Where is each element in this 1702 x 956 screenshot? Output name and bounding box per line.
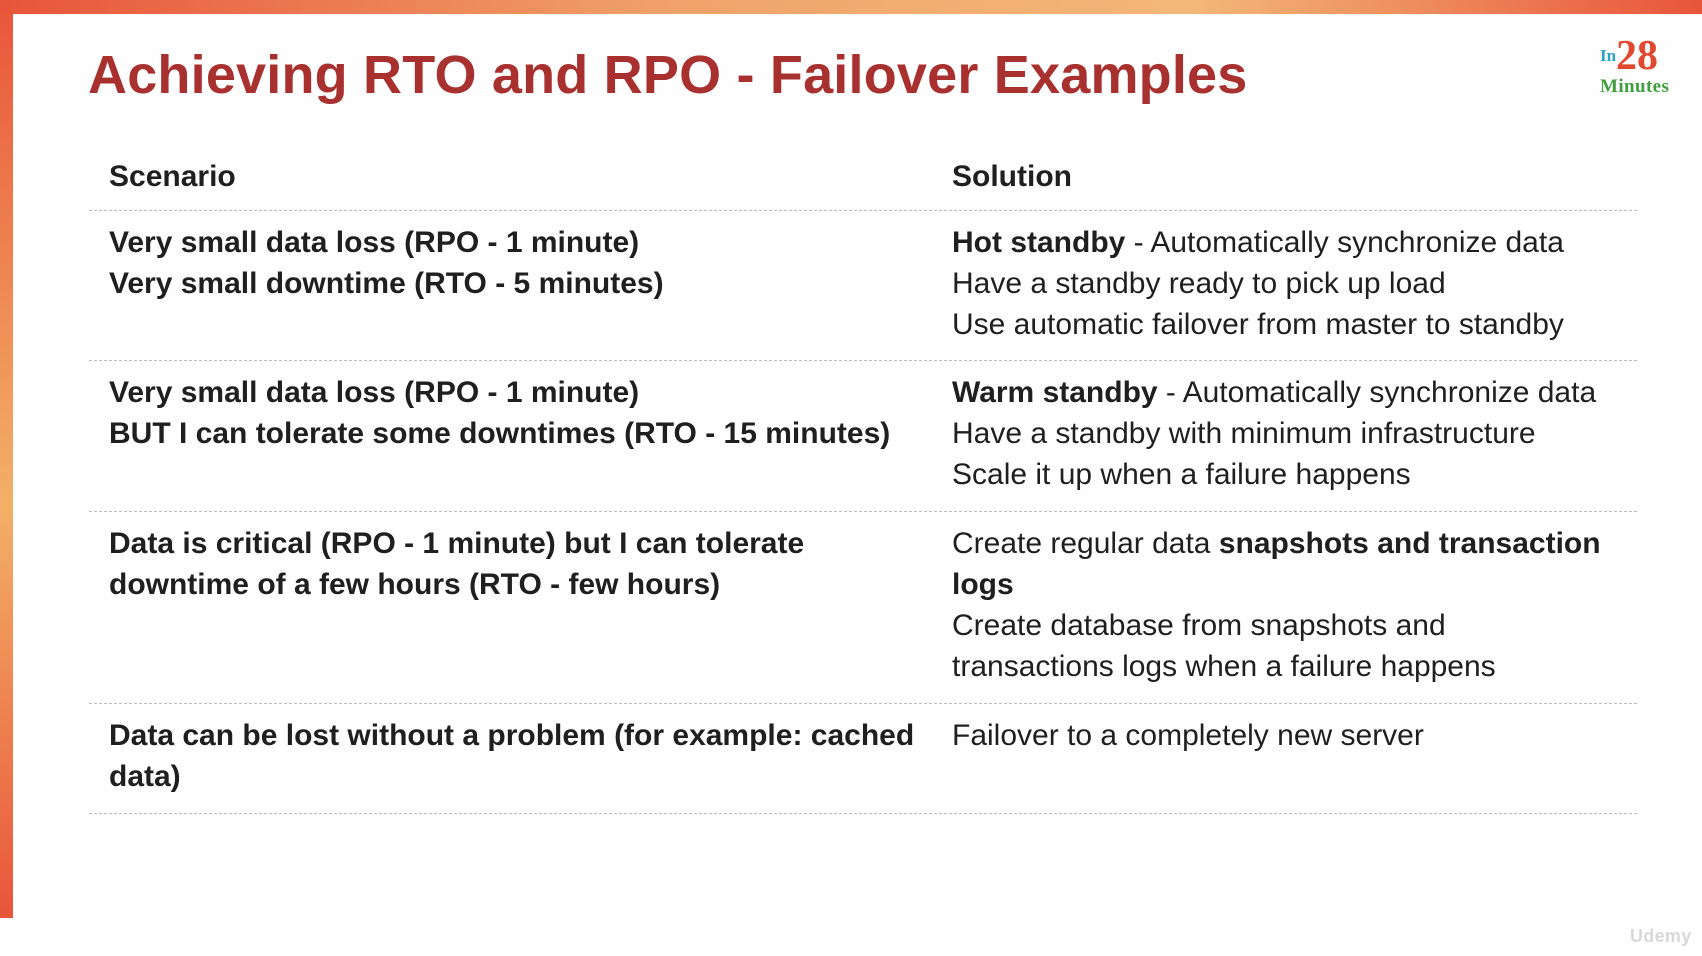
solution-line: Have a standby with minimum infrastructure bbox=[952, 417, 1536, 450]
left-accent-bar bbox=[0, 0, 13, 918]
solution-cell bbox=[952, 523, 1632, 687]
scenario-cell bbox=[109, 715, 915, 797]
solution-cell bbox=[952, 222, 1632, 345]
logo-word: Minutes bbox=[1600, 76, 1670, 97]
top-accent-bar bbox=[0, 0, 1702, 14]
scenario-cell bbox=[109, 372, 909, 454]
logo-prefix: In bbox=[1600, 46, 1617, 65]
table-header-row bbox=[89, 148, 1637, 211]
scenario-line: Very small downtime (RTO - 5 minutes) bbox=[109, 267, 664, 300]
table-row bbox=[89, 704, 1637, 814]
solution-strategy: snapshots and transaction logs bbox=[952, 527, 1601, 601]
scenario-line: data) bbox=[109, 760, 181, 793]
solution-lead-text: - Automatically synchronize data bbox=[1125, 226, 1564, 259]
solution-line: Have a standby ready to pick up load bbox=[952, 267, 1446, 300]
scenario-line: Data is critical (RPO - 1 minute) but I can tolerate bbox=[109, 527, 805, 560]
scenario-line: Very small data loss (RPO - 1 minute) bbox=[109, 226, 640, 259]
solution-lead bbox=[952, 372, 1632, 413]
solution-line: Scale it up when a failure happens bbox=[952, 458, 1411, 491]
scenario-line: BUT I can tolerate some downtimes (RTO - 15 minutes) bbox=[109, 417, 891, 450]
solution-line: Use automatic failover from master to standby bbox=[952, 308, 1564, 341]
in28minutes-logo bbox=[1592, 32, 1682, 96]
failover-table bbox=[89, 148, 1637, 814]
table-row bbox=[89, 211, 1637, 361]
solution-line: Create database from snapshots and bbox=[952, 609, 1446, 642]
logo-number: 28 bbox=[1616, 33, 1658, 79]
solution-strategy: Hot standby bbox=[952, 226, 1126, 259]
table-row bbox=[89, 512, 1637, 704]
scenario-cell bbox=[109, 523, 909, 605]
header-scenario: Scenario bbox=[109, 160, 236, 193]
solution-lead bbox=[952, 222, 1632, 263]
solution-lead-text: - Automatically synchronize data bbox=[1157, 376, 1597, 409]
solution-cell bbox=[952, 715, 1632, 756]
scenario-line: Data can be lost without a problem (for example: cached bbox=[109, 719, 915, 752]
scenario-line: Very small data loss (RPO - 1 minute) bbox=[109, 376, 640, 409]
udemy-watermark: Udemy bbox=[1630, 926, 1692, 946]
table-row bbox=[89, 361, 1637, 512]
solution-strategy: Warm standby bbox=[952, 376, 1158, 409]
header-solution: Solution bbox=[952, 160, 1072, 193]
scenario-cell bbox=[109, 222, 909, 304]
solution-line: transactions logs when a failure happens bbox=[952, 650, 1496, 683]
solution-lead-text: Create regular data bbox=[952, 527, 1219, 560]
solution-lead bbox=[952, 523, 1632, 605]
slide-title: Achieving RTO and RPO - Failover Examples bbox=[88, 45, 1248, 105]
scenario-line: downtime of a few hours (RTO - few hours) bbox=[109, 568, 721, 601]
solution-cell bbox=[952, 372, 1632, 495]
solution-line: Failover to a completely new server bbox=[952, 719, 1424, 752]
